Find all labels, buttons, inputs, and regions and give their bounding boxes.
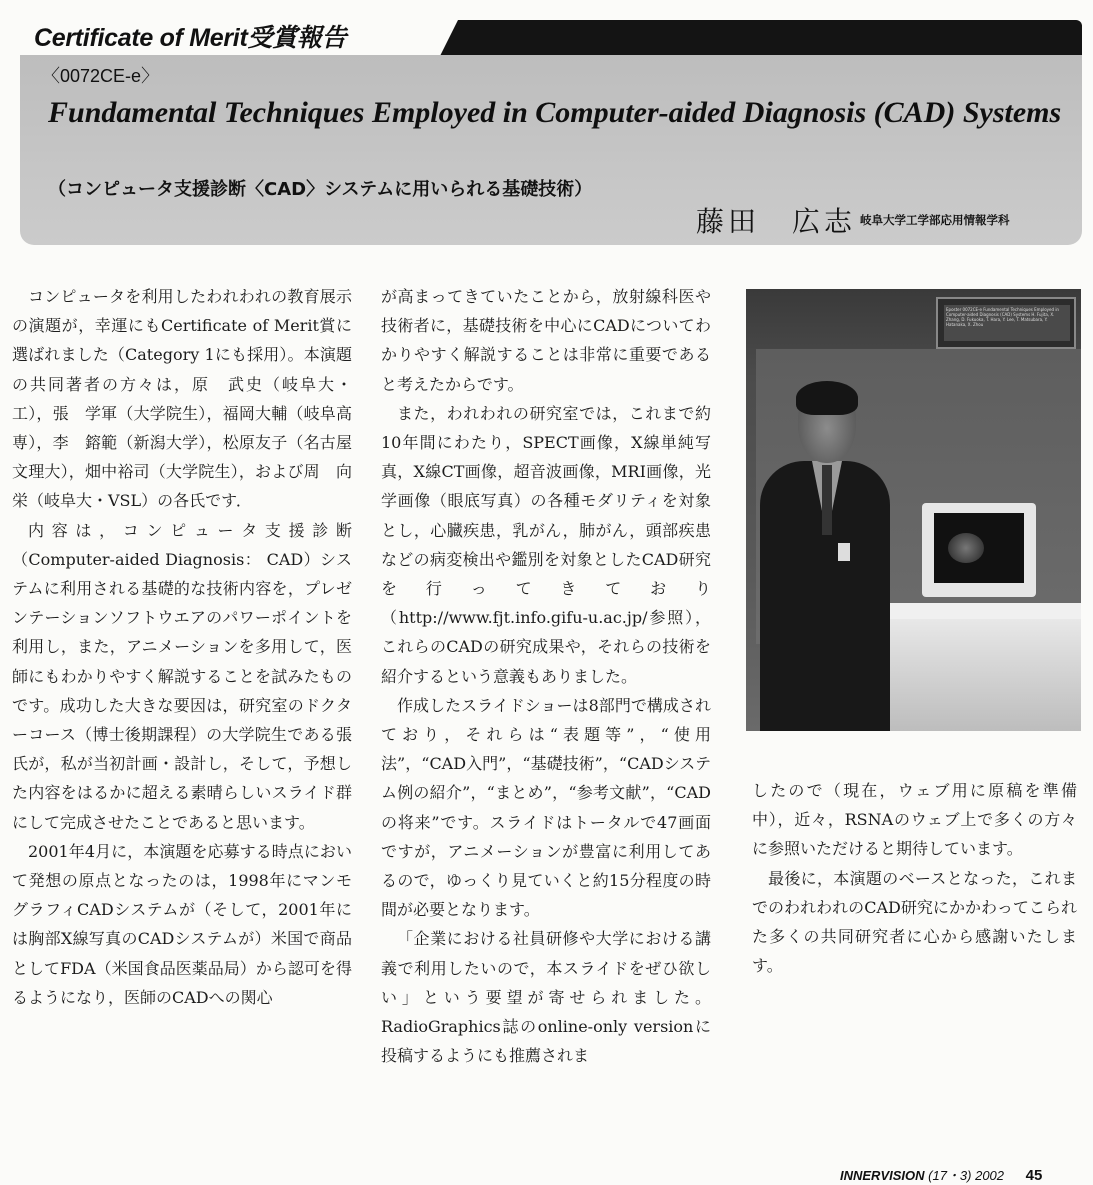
body-column-2 <box>381 282 711 1070</box>
footer-volume: (17・3) 2002 <box>928 1168 1005 1183</box>
photo-poster <box>936 297 1076 349</box>
footer <box>840 1165 1042 1184</box>
paragraph: 最後に，本演題のベースとなった，これまでのわれわれのCAD研究にかかわってこられた多くの共同研究者に心から感謝いたします。 <box>752 868 1077 976</box>
photo-monitor <box>922 503 1036 597</box>
page-number: 45 <box>1025 1167 1043 1184</box>
author-name: 藤田 広志 <box>696 205 857 238</box>
author-affiliation: 岐阜大学工学部応用情報学科 <box>860 213 1010 227</box>
paragraph: 作成したスライドショーは8部門で構成されており，それらは“表題等”，“使用法”，“CAD入門”，“基礎技術”，“CADシステム例の紹介”，“まとめ”，“参考文献”，“CADの将来”です。スライドはトータルで47画面ですが，アニメーションが豊富に利用してあるので，ゆっくり見ていくと約15分程度の時間が必要となります。 <box>381 695 711 920</box>
body-column-1 <box>12 282 352 1012</box>
paragraph: また，われわれの研究室では，これまで約10年間にわたり，SPECT画像，X線単純写真，X線CT画像，超音波画像，MRI画像，光学画像（眼底写真）の各種モダリティを対象とし，心臓疾患，乳がん，肺がん，頭部疾患などの病変検出や鑑別を対象としたCAD研究を行ってきており（http://www.fjt.info.gifu-u.ac.jp/参照），これらのCADの研究成果や，それらの技術を紹介するという意義もありました。 <box>381 403 711 686</box>
body-column-3 <box>752 776 1077 980</box>
poster-text: Eposter 0072CE-e Fundamental Techniques Employed in Computer-aided Diagnosis (CAD) Systems H. Fujita, X. Zhang, D. Fukuoka, T. Hara, Y. Lee, T. Matsubara, Y. Hatanaka, X. Zhou <box>946 307 1059 327</box>
footer-magazine: INNERVISION <box>840 1168 925 1183</box>
paragraph: 内容は，コンピュータ支援診断（Computer-aided Diagnosis： CAD）システムに利用される基礎的な技術内容を，プレゼンテーションソフトウエアのパワーポイントを利用し，また，アニメーションを多用して，医師にもわかりやすく解説することを試みたものです。成功した大きな要因は，研究室のドクターコース（博士後期課程）の大学院生である張氏が，私が当初計画・設計し，そして，予想した内容をはるかに超える素晴らしいスライド群にして完成させたことであると思います。 <box>12 520 352 832</box>
photo-person-tie <box>822 465 832 535</box>
title-japanese: （コンピュータ支援診断〈CAD〉システムに用いられる基礎技術） <box>48 179 593 200</box>
paragraph: 「企業における社員研修や大学における講義で利用したいので，本スライドをぜひ欲しい」という要望が寄せられました。RadioGraphics誌のonline-only versionに投稿するようにも推薦されま <box>381 929 711 1066</box>
paragraph: が高まってきていたことから，放射線科医や技術者に，基礎技術を中心にCADについてわかりやすく解説することは非常に重要であると考えたからです。 <box>381 287 711 394</box>
title-english: Fundamental Techniques Employed in Computer-aided Diagnosis (CAD) Systems <box>48 96 1062 129</box>
paragraph: したので（現在，ウェブ用に原稿を準備中），近々，RSNAのウェブ上で多くの方々に参照いただけると期待しています。 <box>752 781 1077 859</box>
paragraph: 2001年4月に，本演題を応募する時点において発想の原点となったのは，1998年にマンモグラフィCADシステムが（そして，2001年には胸部X線写真のCADシステムが）米国で商品としてFDA（米国食品医薬品局）から認可を得るようになり，医師のCADへの関心 <box>12 841 352 1007</box>
top-black-bar <box>440 20 1082 56</box>
section-label: Certificate of Merit受賞報告 <box>34 24 347 52</box>
article-code: 〈0072CE-e〉 <box>42 66 160 86</box>
photo-person-hair <box>796 381 858 415</box>
photo-person-badge <box>838 543 850 561</box>
author-photo <box>746 289 1081 731</box>
paragraph: コンピュータを利用したわれわれの教育展示の演題が，幸運にもCertificate of Merit賞に選ばれました（Category 1にも採用）。本演題の共同著者の方々は，原 武史（岐阜大・工），張 学軍（大学院生），福岡大輔（岐阜高専），李 鎔範（新潟大学），松原友子（名古屋文理大），畑中裕司（大学院生），および周 向栄（岐阜大・VSL）の各氏です． <box>12 287 352 511</box>
